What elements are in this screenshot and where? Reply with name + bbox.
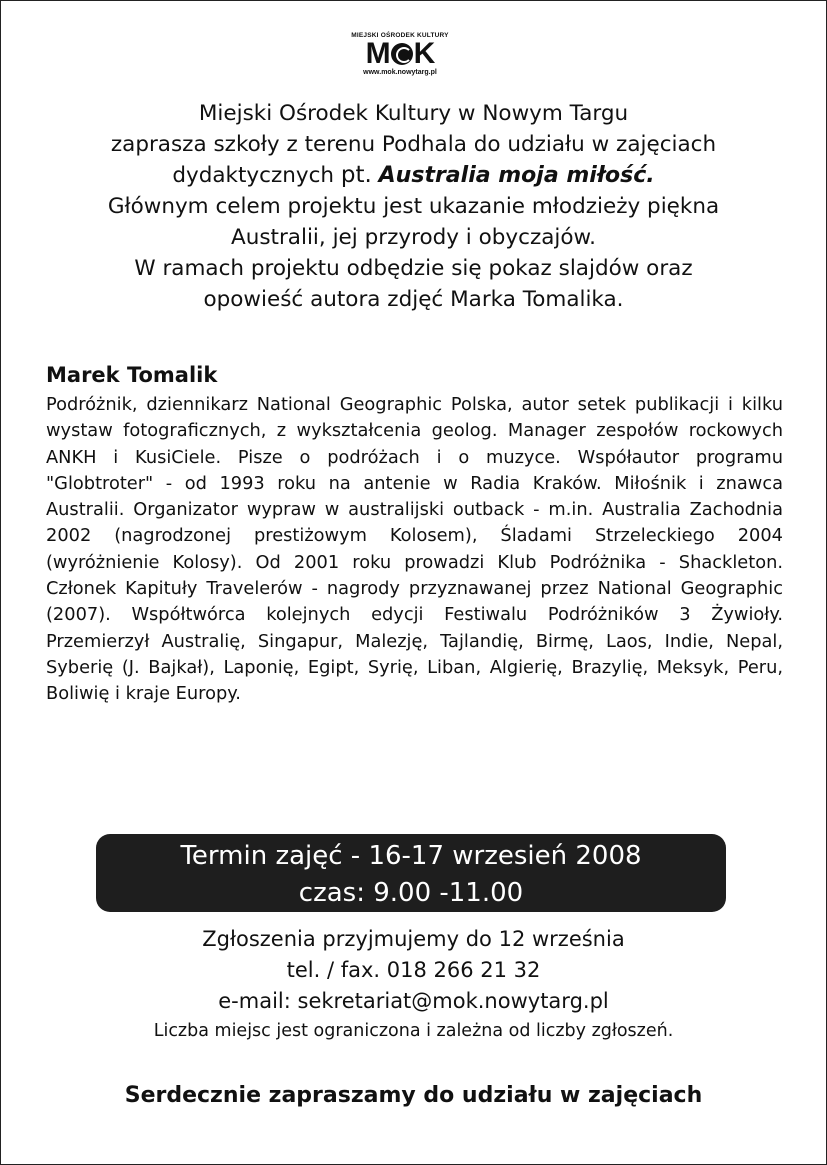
author-heading: Marek Tomalik — [46, 363, 218, 387]
intro-line: zaprasza szkoły z terenu Podhala do udziału w zajęciach — [110, 132, 717, 157]
phone-fax: tel. / fax. 018 266 21 32 — [286, 958, 541, 982]
intro-pt: pt. — [340, 162, 372, 188]
logo-mark-m: M — [365, 37, 390, 70]
logo-mark-k: K — [413, 37, 435, 70]
project-title: Australia moja miłość. — [378, 163, 655, 188]
invitation-intro — [40, 98, 787, 315]
capacity-note: Liczba miejsc jest ograniczona i zależna od liczby zgłoszeń. — [153, 1021, 674, 1041]
intro-line: opowieść autora zdjęć Marka Tomalika. — [203, 287, 624, 312]
registration-deadline: Zgłoszenia przyjmujemy do 12 września — [202, 927, 625, 951]
logo-mark — [340, 39, 460, 69]
schedule-date: Termin zajęć - 16-17 wrzesień 2008 — [180, 841, 642, 871]
intro-line: W ramach projektu odbędzie się pokaz slajdów oraz — [134, 256, 693, 281]
author-bio: Podróżnik, dziennikarz National Geographic Polska, autor setek publikacji i kilku wystaw fotograficznych, z wykształcenia geolog. Manager zespołów rockowych ANKH i KusiCiele. Pisze o podróżach i o muzyce. Współautor programu "Globtroter" - od 1993 roku na antenie w Radia Kraków. Miłośnik i znawca Australii. Organizator wypraw w australijski outback - m.in. Australia Zachodnia 2002 (nagrodzonej prestiżowym Kolosem), Śladami Strzeleckiego 2004 (wyróżnienie Kolosy). Od 2001 roku prowadzi Klub Podróżnika - Shackleton. Członek Kapituły Travelerów - nagrody przyznawanej przez National Geographic (2007). Współtwórca kolejnych edycji Festiwalu Podróżników 3 Żywioły. Przemierzył Australię, Singapur, Malezję, Tajlandię, Birmę, Laos, Indie, Nepal, Syberię (J. Bajkał), Laponię, Egipt, Syrię, Liban, Algierię, Brazylię, Meksyk, Peru, Boliwię i kraje Europy. — [46, 394, 783, 705]
email-address: e-mail: sekretariat@mok.nowytarg.pl — [218, 989, 609, 1013]
intro-prefix: dydaktycznych — [172, 163, 341, 188]
mok-logo — [340, 32, 460, 92]
closing-invitation: Serdecznie zapraszamy do udziału w zajęciach — [124, 1083, 703, 1108]
contact-info — [40, 924, 787, 1045]
schedule-banner — [96, 834, 726, 912]
logo-org-name: MIEJSKI OŚRODEK KULTURY — [351, 32, 449, 39]
logo-url: www.mok.nowytarg.pl — [363, 69, 437, 76]
schedule-time: czas: 9.00 -11.00 — [298, 878, 524, 908]
intro-line: Australii, jej przyrody i obyczajów. — [231, 225, 596, 250]
intro-line: Głównym celem projektu jest ukazanie młodzieży piękna — [107, 194, 720, 219]
intro-line: Miejski Ośrodek Kultury w Nowym Targu — [198, 101, 629, 126]
intro-line-title — [40, 160, 787, 191]
logo-emblem-icon — [391, 43, 413, 65]
